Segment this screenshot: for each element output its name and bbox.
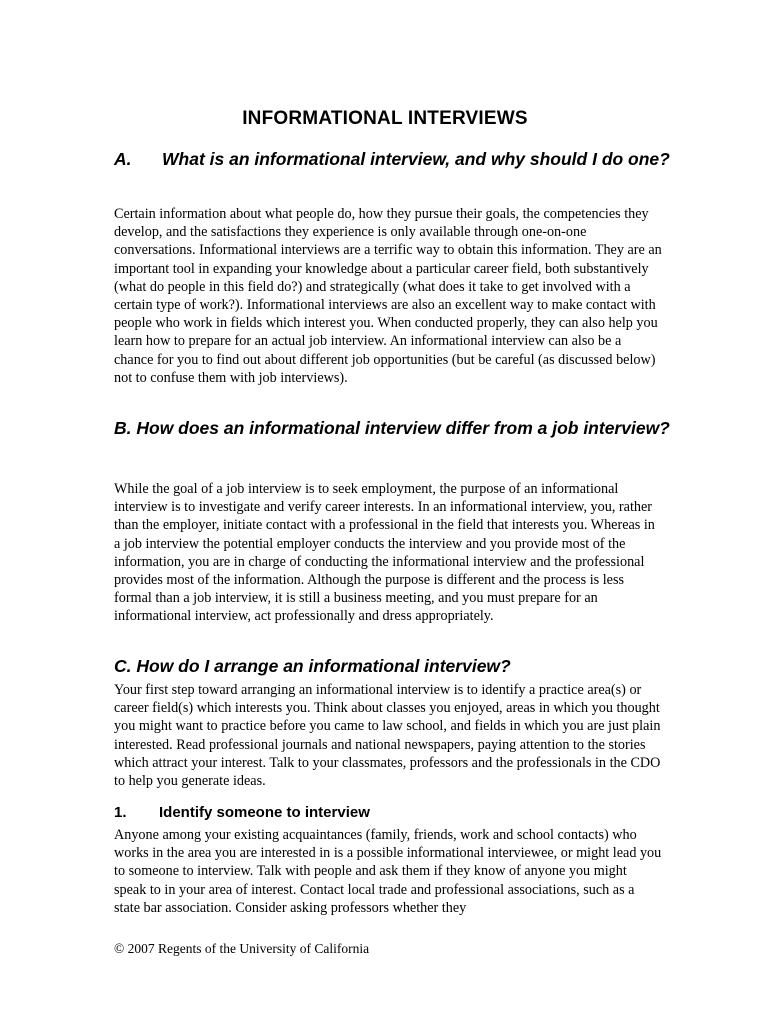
copyright-footer: © 2007 Regents of the University of California: [114, 941, 370, 956]
document-title: INFORMATIONAL INTERVIEWS: [242, 108, 528, 129]
subsection-1-heading: [114, 803, 634, 822]
section-b-body: While the goal of a job interview is to seek employment, the purpose of an informational interview is to investigate and verify career interests. In an informational interview, you, rather than the employer, initiate contact with a professional in the field that interests you. Whereas in a job interview the potential employer conducts the interview and you provide most of the information, you are in charge of conducting the informational interview and the professional provides most of the information. Although the purpose is different and the process is less formal than a job interview, it is still a business meeting, and you must prepare for an informational interview, act professionally and dress appropriately.: [114, 481, 655, 625]
subsection-1-body: Anyone among your existing acquaintances (family, friends, work and school contacts) who works in the area you are interested in is a possible informational interviewee, or might lead you to someone to interview. Talk with people and ask them if they know of anyone you might speak to in your area of interest. Contact local trade and professional associations, such as a state bar association. Consider asking professors whether they: [114, 827, 662, 916]
section-a-body: Certain information about what people do, how they pursue their goals, the competencies they develop, and the satisfactions they experience is only available through one-on-one conversations. Informational interviews are a terrific way to obtain this information. They are an important tool in expanding your knowledge about a particular career field, both substantively (what do people in this field do?) and strategically (what does it take to get involved with a certain type of work?). Informational interviews are also an excellent way to make contact with people who work in fields which interest you. When conducted properly, they can also help you learn how to prepare for an actual job interview. An informational interview can also be a chance for you to find out about different job opportunities (but be careful (as discussed below) not to confuse them with job interviews).: [114, 206, 662, 386]
section-a-heading: [114, 148, 674, 170]
subsection-1-number: 1.: [114, 804, 127, 821]
subsection-1-heading-text: Identify someone to interview: [159, 804, 370, 821]
section-a-heading-text: What is an informational interview, and why should I do one?: [162, 149, 670, 169]
section-c-body: Your first step toward arranging an informational interview is to identify a practice area(s) or career field(s) which interests you. Think about classes you enjoyed, areas in which you thought you might want to practice before you came to law school, and fields in which you are just plain interested. Read professional journals and national newspapers, paying attention to the stories which attract your interest. Talk to your classmates, professors and the professionals in the CDO to help you generate ideas.: [114, 682, 661, 790]
section-b-heading: B. How does an informational interview differ from a job interview?: [114, 418, 670, 438]
section-a-number: A.: [114, 149, 132, 169]
section-c-heading: C. How do I arrange an informational interview?: [114, 656, 511, 676]
